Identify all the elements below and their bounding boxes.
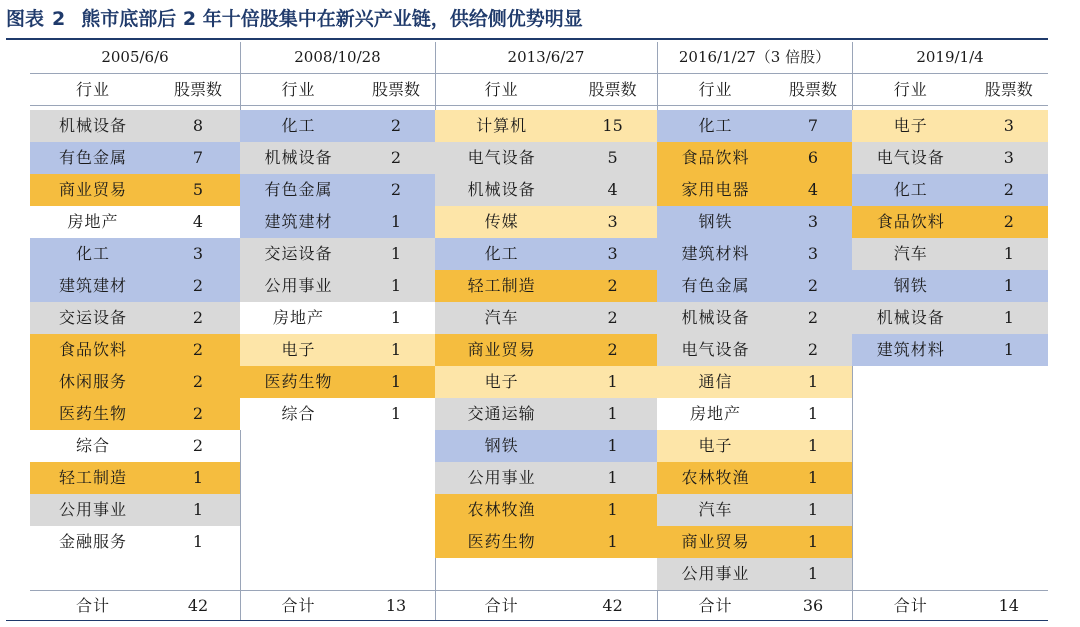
stock-count: 2 — [192, 308, 204, 327]
stock-count: 1 — [607, 372, 618, 391]
table-row — [435, 526, 657, 558]
period-date-header: 2005/6/6 — [30, 42, 240, 74]
table-row — [240, 110, 435, 142]
table-row — [657, 334, 852, 366]
industry-name: 公用事业 — [681, 564, 750, 583]
stock-count: 2 — [1003, 180, 1014, 199]
industry-name: 化工 — [484, 244, 519, 263]
table-row — [30, 302, 240, 334]
industry-name: 商业贸易 — [681, 532, 750, 551]
stock-count: 4 — [807, 180, 819, 199]
table-row — [435, 270, 657, 302]
table-row — [657, 238, 852, 270]
industry-name: 休闲服务 — [58, 372, 127, 391]
table-row — [30, 110, 240, 142]
industry-name: 食品饮料 — [681, 148, 750, 167]
total-label: 合计 — [281, 596, 316, 615]
figure-caption: 熊市底部后 2 年十倍股集中在新兴产业链，供给侧优势明显 — [81, 8, 583, 30]
stock-count: 7 — [192, 148, 204, 167]
table-row — [852, 334, 1048, 366]
industry-name: 综合 — [281, 404, 316, 423]
table-row — [657, 558, 852, 590]
table-row — [657, 302, 852, 334]
count-column-header: 股票数 — [173, 80, 222, 99]
table-row — [435, 462, 657, 494]
stock-count: 1 — [807, 468, 819, 487]
stock-count: 4 — [607, 180, 618, 199]
stock-count: 8 — [192, 116, 204, 135]
stock-count: 1 — [192, 500, 204, 519]
table-row — [657, 174, 852, 206]
stock-count: 2 — [390, 116, 402, 135]
period-block — [30, 42, 240, 620]
total-row — [240, 590, 435, 621]
stock-count: 1 — [390, 404, 402, 423]
industry-name: 有色金属 — [264, 180, 333, 199]
stock-count: 1 — [1003, 308, 1014, 327]
column-header-row — [657, 74, 852, 106]
period-block — [852, 42, 1048, 620]
industry-name: 电气设备 — [876, 148, 945, 167]
industry-name: 电子 — [281, 340, 316, 359]
stock-count: 2 — [192, 372, 204, 391]
table-row — [657, 270, 852, 302]
table-row — [852, 206, 1048, 238]
table-row — [852, 142, 1048, 174]
stock-count: 1 — [807, 436, 819, 455]
table-row — [240, 366, 435, 398]
industry-name: 化工 — [893, 180, 928, 199]
total-row — [30, 590, 240, 621]
industry-name: 轻工制造 — [467, 276, 536, 295]
period-date-header: 2008/10/28 — [240, 42, 435, 74]
stock-count: 1 — [807, 404, 819, 423]
total-label: 合计 — [484, 596, 519, 615]
stock-count: 2 — [607, 340, 618, 359]
industry-column-header: 行业 — [75, 80, 110, 99]
stock-count: 1 — [607, 468, 618, 487]
table-row — [240, 174, 435, 206]
table-row — [852, 302, 1048, 334]
industry-name: 医药生物 — [58, 404, 127, 423]
table-row — [657, 366, 852, 398]
industry-name: 有色金属 — [58, 148, 127, 167]
stock-count: 1 — [807, 532, 819, 551]
total-value: 36 — [802, 596, 824, 615]
figure-title — [6, 4, 583, 34]
table-row — [30, 142, 240, 174]
stock-count: 1 — [607, 532, 618, 551]
industry-name: 医药生物 — [264, 372, 333, 391]
industry-name: 交通运输 — [467, 404, 536, 423]
stock-count: 3 — [1003, 116, 1014, 135]
total-label: 合计 — [75, 596, 110, 615]
stock-count: 2 — [807, 276, 819, 295]
period-block — [435, 42, 657, 620]
period-block — [240, 42, 435, 620]
column-header-row — [240, 74, 435, 106]
period-date-header: 2016/1/27（3 倍股） — [657, 42, 852, 74]
stock-count: 2 — [807, 308, 819, 327]
stock-count: 1 — [807, 500, 819, 519]
industry-name: 传媒 — [484, 212, 519, 231]
industry-name: 电子 — [893, 116, 928, 135]
stock-count: 2 — [607, 308, 618, 327]
industry-column-header: 行业 — [484, 80, 519, 99]
stock-count: 3 — [607, 212, 618, 231]
total-value: 13 — [385, 596, 407, 615]
table-row — [657, 494, 852, 526]
industry-name: 房地产 — [67, 212, 119, 231]
industry-name: 交运设备 — [264, 244, 333, 263]
total-label: 合计 — [698, 596, 733, 615]
table-row — [240, 270, 435, 302]
stock-count: 1 — [390, 372, 402, 391]
industry-rows — [435, 110, 657, 558]
table-row — [852, 174, 1048, 206]
industry-name: 钢铁 — [893, 276, 928, 295]
table-row — [30, 366, 240, 398]
stock-count: 2 — [390, 180, 402, 199]
table-row — [657, 398, 852, 430]
industry-name: 交运设备 — [58, 308, 127, 327]
ten-bagger-table — [30, 42, 1048, 620]
table-row — [435, 110, 657, 142]
stock-count: 1 — [390, 308, 402, 327]
stock-count: 1 — [807, 564, 819, 583]
industry-name: 建筑建材 — [58, 276, 127, 295]
industry-name: 电子 — [698, 436, 733, 455]
table-row — [435, 174, 657, 206]
stock-count: 3 — [1003, 148, 1014, 167]
industry-name: 农林牧渔 — [681, 468, 750, 487]
industry-name: 建筑材料 — [876, 340, 945, 359]
stock-count: 1 — [1003, 276, 1014, 295]
table-row — [30, 494, 240, 526]
period-block — [657, 42, 852, 620]
table-row — [30, 270, 240, 302]
industry-name: 通信 — [698, 372, 733, 391]
stock-count: 1 — [807, 372, 819, 391]
industry-rows — [657, 110, 852, 590]
industry-name: 食品饮料 — [876, 212, 945, 231]
bottom-rule — [6, 620, 1048, 621]
stock-count: 1 — [390, 340, 402, 359]
industry-name: 汽车 — [893, 244, 928, 263]
stock-count: 5 — [607, 148, 618, 167]
table-row — [435, 206, 657, 238]
industry-name: 食品饮料 — [58, 340, 127, 359]
industry-name: 机械设备 — [467, 180, 536, 199]
industry-name: 家用电器 — [681, 180, 750, 199]
stock-count: 1 — [1003, 244, 1014, 263]
column-header-row — [435, 74, 657, 106]
period-date-header: 2019/1/4 — [852, 42, 1048, 74]
table-row — [30, 398, 240, 430]
stock-count: 4 — [192, 212, 204, 231]
industry-name: 商业贸易 — [58, 180, 127, 199]
industry-name: 电气设备 — [467, 148, 536, 167]
stock-count: 3 — [807, 212, 819, 231]
stock-count: 2 — [390, 148, 402, 167]
count-column-header: 股票数 — [984, 80, 1033, 99]
industry-name: 房地产 — [272, 308, 324, 327]
industry-rows — [30, 110, 240, 558]
industry-name: 汽车 — [698, 500, 733, 519]
stock-count: 2 — [1003, 212, 1014, 231]
industry-column-header: 行业 — [281, 80, 316, 99]
industry-name: 化工 — [698, 116, 733, 135]
stock-count: 1 — [1003, 340, 1014, 359]
table-row — [240, 206, 435, 238]
industry-name: 有色金属 — [681, 276, 750, 295]
industry-name: 公用事业 — [467, 468, 536, 487]
industry-name: 商业贸易 — [467, 340, 536, 359]
stock-count: 1 — [607, 500, 618, 519]
industry-name: 化工 — [75, 244, 110, 263]
industry-name: 房地产 — [689, 404, 741, 423]
total-row — [657, 590, 852, 621]
table-row — [30, 526, 240, 558]
table-row — [435, 366, 657, 398]
stock-count: 7 — [807, 116, 819, 135]
stock-count: 2 — [192, 340, 204, 359]
table-row — [657, 462, 852, 494]
period-date-header: 2013/6/27 — [435, 42, 657, 74]
table-row — [657, 430, 852, 462]
industry-name: 汽车 — [484, 308, 519, 327]
stock-count: 2 — [807, 340, 819, 359]
total-value: 42 — [602, 596, 623, 615]
table-row — [657, 526, 852, 558]
table-row — [657, 206, 852, 238]
total-label: 合计 — [893, 596, 928, 615]
table-row — [240, 398, 435, 430]
stock-count: 1 — [607, 404, 618, 423]
table-row — [30, 206, 240, 238]
industry-name: 综合 — [75, 436, 110, 455]
table-row — [435, 430, 657, 462]
industry-name: 机械设备 — [264, 148, 333, 167]
figure-label: 图表 — [6, 8, 45, 30]
table-row — [30, 334, 240, 366]
industry-name: 计算机 — [476, 116, 528, 135]
stock-count: 2 — [192, 404, 204, 423]
stock-count: 3 — [192, 244, 204, 263]
industry-rows — [852, 110, 1048, 366]
stock-count: 3 — [607, 244, 618, 263]
stock-count: 6 — [807, 148, 819, 167]
total-value: 14 — [998, 596, 1019, 615]
industry-name: 钢铁 — [698, 212, 733, 231]
stock-count: 5 — [192, 180, 204, 199]
table-row — [657, 110, 852, 142]
table-row — [852, 238, 1048, 270]
industry-name: 公用事业 — [58, 500, 127, 519]
stock-count: 1 — [390, 212, 402, 231]
stock-count: 1 — [192, 468, 204, 487]
stock-count: 2 — [607, 276, 618, 295]
industry-rows — [240, 110, 435, 430]
industry-column-header: 行业 — [698, 80, 733, 99]
industry-name: 轻工制造 — [58, 468, 127, 487]
table-row — [852, 110, 1048, 142]
total-row — [435, 590, 657, 621]
stock-count: 1 — [607, 436, 618, 455]
table-row — [30, 462, 240, 494]
table-row — [435, 238, 657, 270]
figure-number: 2 — [52, 8, 66, 30]
table-row — [435, 302, 657, 334]
table-row — [30, 174, 240, 206]
industry-name: 电气设备 — [681, 340, 750, 359]
total-value: 42 — [187, 596, 209, 615]
stock-count: 1 — [192, 532, 204, 551]
table-row — [30, 430, 240, 462]
column-header-row — [30, 74, 240, 106]
industry-name: 金融服务 — [58, 532, 127, 551]
stock-count: 1 — [390, 244, 402, 263]
table-row — [852, 270, 1048, 302]
table-row — [435, 334, 657, 366]
table-row — [435, 494, 657, 526]
count-column-header: 股票数 — [371, 80, 420, 99]
industry-name: 机械设备 — [876, 308, 945, 327]
industry-column-header: 行业 — [893, 80, 928, 99]
industry-name: 农林牧渔 — [467, 500, 536, 519]
table-row — [240, 238, 435, 270]
total-row — [852, 590, 1048, 621]
table-row — [657, 142, 852, 174]
table-row — [435, 398, 657, 430]
stock-count: 3 — [807, 244, 819, 263]
count-column-header: 股票数 — [588, 80, 637, 99]
table-row — [30, 238, 240, 270]
stock-count: 15 — [602, 116, 623, 135]
table-row — [240, 302, 435, 334]
table-row — [240, 334, 435, 366]
table-row — [240, 142, 435, 174]
industry-name: 医药生物 — [467, 532, 536, 551]
top-rule — [6, 38, 1048, 40]
industry-name: 钢铁 — [484, 436, 519, 455]
column-header-row — [852, 74, 1048, 106]
stock-count: 2 — [192, 436, 204, 455]
count-column-header: 股票数 — [788, 80, 837, 99]
industry-name: 化工 — [281, 116, 316, 135]
industry-name: 机械设备 — [681, 308, 750, 327]
industry-name: 公用事业 — [264, 276, 333, 295]
industry-name: 建筑材料 — [681, 244, 750, 263]
industry-name: 机械设备 — [58, 116, 127, 135]
industry-name: 建筑建材 — [264, 212, 333, 231]
stock-count: 1 — [390, 276, 402, 295]
industry-name: 电子 — [484, 372, 519, 391]
stock-count: 2 — [192, 276, 204, 295]
table-row — [435, 142, 657, 174]
